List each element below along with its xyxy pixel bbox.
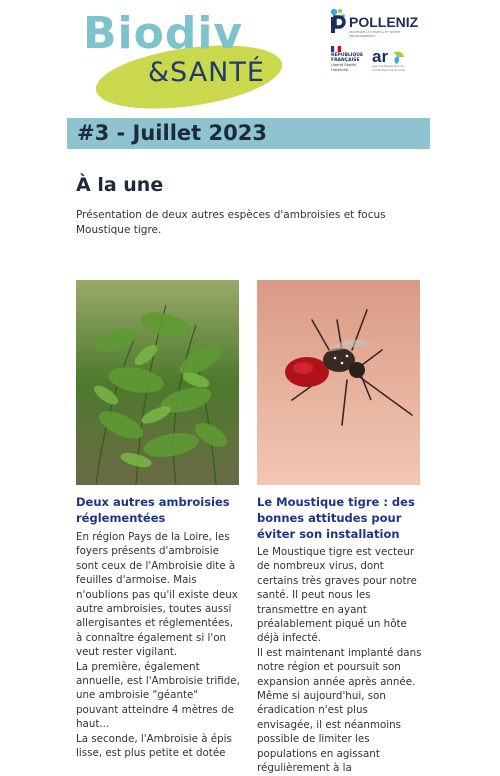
newsletter-header	[0, 0, 500, 115]
article-paragraph: La première, également annuelle, est l'Ambroisie trifide, une ambroisie "géante" pouvant atteindre 4 mètres de haut...	[76, 660, 240, 731]
article-paragraph: En région Pays de la Loire, les foyers présents d'ambroisie sont ceux de l'Ambroisie dite à feuilles d'armoise. Mais n'oublions pas qu'il existe deux autre ambroisies, toutes aussi allergisantes et réglementées, à connaître également si l'on veut rester vigilant.	[76, 531, 238, 659]
french-flag-icon	[331, 46, 341, 52]
ambroisie-photo	[76, 280, 239, 485]
moustique-photo	[257, 280, 420, 485]
republique-motto: Liberté Égalité Fraternité	[331, 63, 357, 72]
issue-banner	[67, 118, 430, 149]
logo-biodiv-text: Biodiv	[83, 8, 244, 59]
polleniz-logo-icon	[329, 8, 347, 34]
polleniz-name: POLLENIZ	[349, 14, 419, 30]
republique-francaise-label	[331, 53, 371, 73]
ars-tagline: Agence Régionale de Santé Pays de la Loire	[372, 64, 406, 72]
article-image-ambroisie[interactable]	[76, 280, 239, 485]
article-title-moustique[interactable]: Le Moustique tigre : des bonnes attitudes pour éviter son installation	[257, 495, 415, 541]
svg-text:ar: ar	[372, 47, 389, 66]
article-body-ambroisies	[76, 530, 241, 761]
section-intro: Présentation de deux autres espèces d'ambroisies et focus Moustique tigre.	[76, 209, 386, 236]
article-paragraph: Le Moustique tigre est vecteur de nombreux virus, dont certains très graves pour notre santé. Il peut nous les transmettre en ayant préalablement piqué un hôte déjà infecté.	[257, 546, 417, 645]
article-paragraph: Il est maintenant implanté dans notre région et poursuit son expansion année après année. Même si aujourd'hui, son éradication n'est plus envisagée, il est néanmoins possible de limiter les populations en agissant régulièrement à la	[257, 646, 422, 775]
issue-label: #3 - Juillet 2023	[77, 121, 267, 145]
republique-name: RÉPUBLIQUE FRANÇAISE	[331, 53, 364, 63]
article-title-ambroisies[interactable]: Deux autres ambroisies réglementées	[76, 495, 230, 525]
article-paragraph: La seconde, l'Ambroisie à épis lisse, est plus petite et dotée	[76, 732, 232, 760]
logo-sante-text: &SANTÉ	[148, 57, 265, 88]
article-image-moustique[interactable]	[257, 280, 420, 485]
section-title: À la une	[76, 174, 164, 196]
article-body-moustique	[257, 545, 422, 776]
polleniz-tagline: PROTÉGER LE VÉGÉTAL ET NOTRE ENVIRONNEMENT	[349, 30, 401, 38]
